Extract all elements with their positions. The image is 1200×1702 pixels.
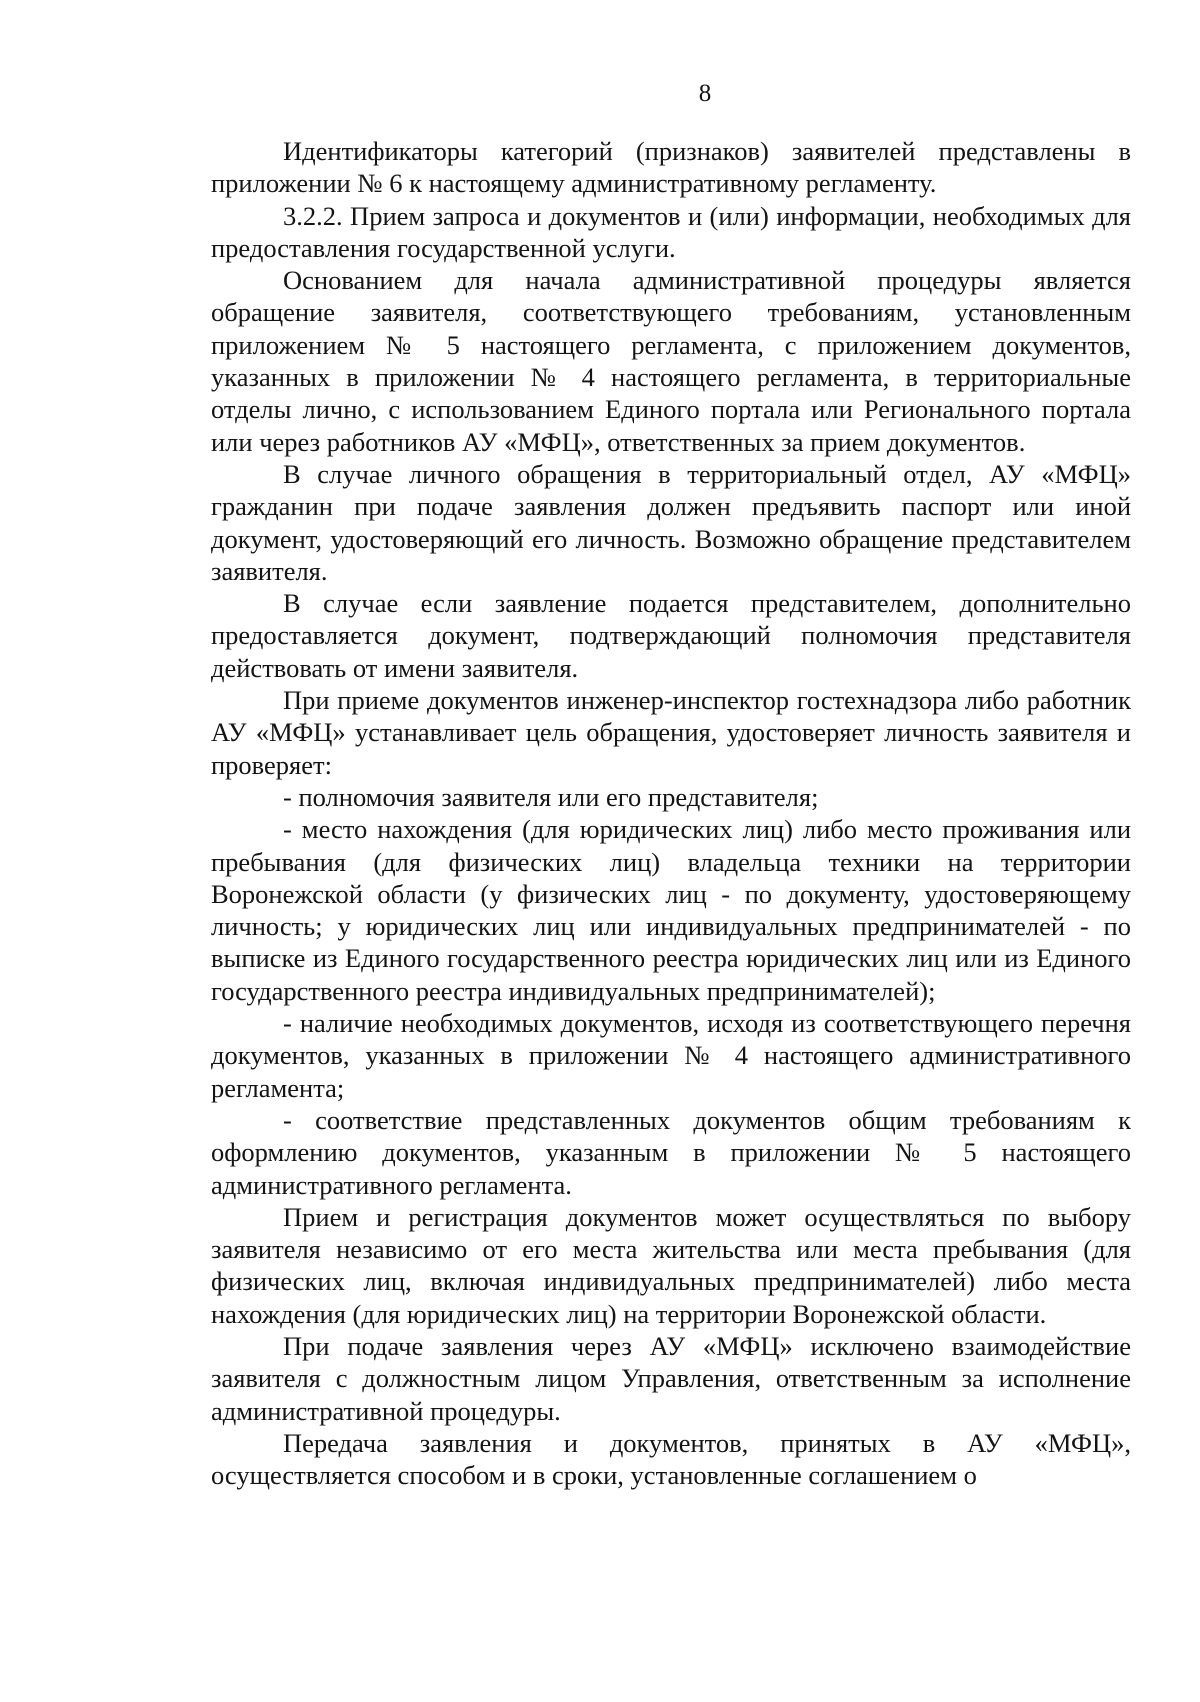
paragraph-transfer: Передача заявления и документов, принятых в АУ «МФЦ», осуществляется способом и в сроки, установленные соглашением о [211,1427,1131,1491]
list-item-location: - место нахождения (для юридических лиц) либо место проживания или пребывания (для физических лиц) владельца техники на территории Воронежской области (у физических лиц - по документу, удостоверяющему личность; у юридических лиц или индивидуальных предпринимателей - по выписке из Единого государственного реестра юридических лиц или из Единого государственного реестра индивидуальных предпринимателей); [211,814,1131,1006]
paragraph-mfc-interaction: При подаче заявления через АУ «МФЦ» исключено взаимодействие заявителя с должностным лицом Управления, ответственным за исполнение административной процедуры. [211,1330,1131,1426]
document-body [211,135,1131,1491]
paragraph-representative: В случае если заявление подается представителем, дополнительно предоставляется документ, подтверждающий полномочия представителя действовать от имени заявителя. [211,588,1131,683]
list-item-required-documents: - наличие необходимых документов, исходя из соответствующего перечня документов, указанных в приложении № 4 настоящего административного регламента; [211,1008,1131,1103]
paragraph-registration: Прием и регистрация документов может осуществляться по выбору заявителя независимо от его места жительства или места пребывания (для физических лиц, включая индивидуальных предпринимателей) либо места нахождения (для юридических лиц) на территории Воронежской области. [211,1201,1131,1329]
page-number: 8 [698,80,712,107]
list-item-authority: - полномочия заявителя или его представителя; [283,781,819,812]
paragraph-section-3-2-2: 3.2.2. Прием запроса и документов и (или) информации, необходимых для предоставления государственной услуги. [211,200,1131,263]
paragraph-document-reception: При приеме документов инженер-инспектор гостехнадзора либо работник АУ «МФЦ» устанавливает цель обращения, удостоверяет личность заявителя и проверяет: [211,685,1131,780]
paragraph-personal-appeal: В случае личного обращения в территориальный отдел, АУ «МФЦ» гражданин при подаче заявления должен предъявить паспорт или иной документ, удостоверяющий его личность. Возможно обращение представителем заявителя. [211,458,1131,586]
list-item-compliance: - соответствие представленных документов общим требованиям к оформлению документов, указанным в приложении № 5 настоящего административного регламента. [211,1104,1131,1200]
paragraph-applicant-identifiers: Идентификаторы категорий (признаков) заявителей представлены в приложении № 6 к настоящему административному регламенту. [211,136,1131,199]
paragraph-procedure-basis: Основанием для начала административной процедуры является обращение заявителя, соответствующего требованиям, установленным приложением № 5 настоящего регламента, с приложением документов, указанных в приложении № 4 настоящего регламента, в территориальные отделы лично, с использованием Единого портала или Регионального портала или через работников АУ «МФЦ», ответственных за прием документов. [211,265,1131,457]
